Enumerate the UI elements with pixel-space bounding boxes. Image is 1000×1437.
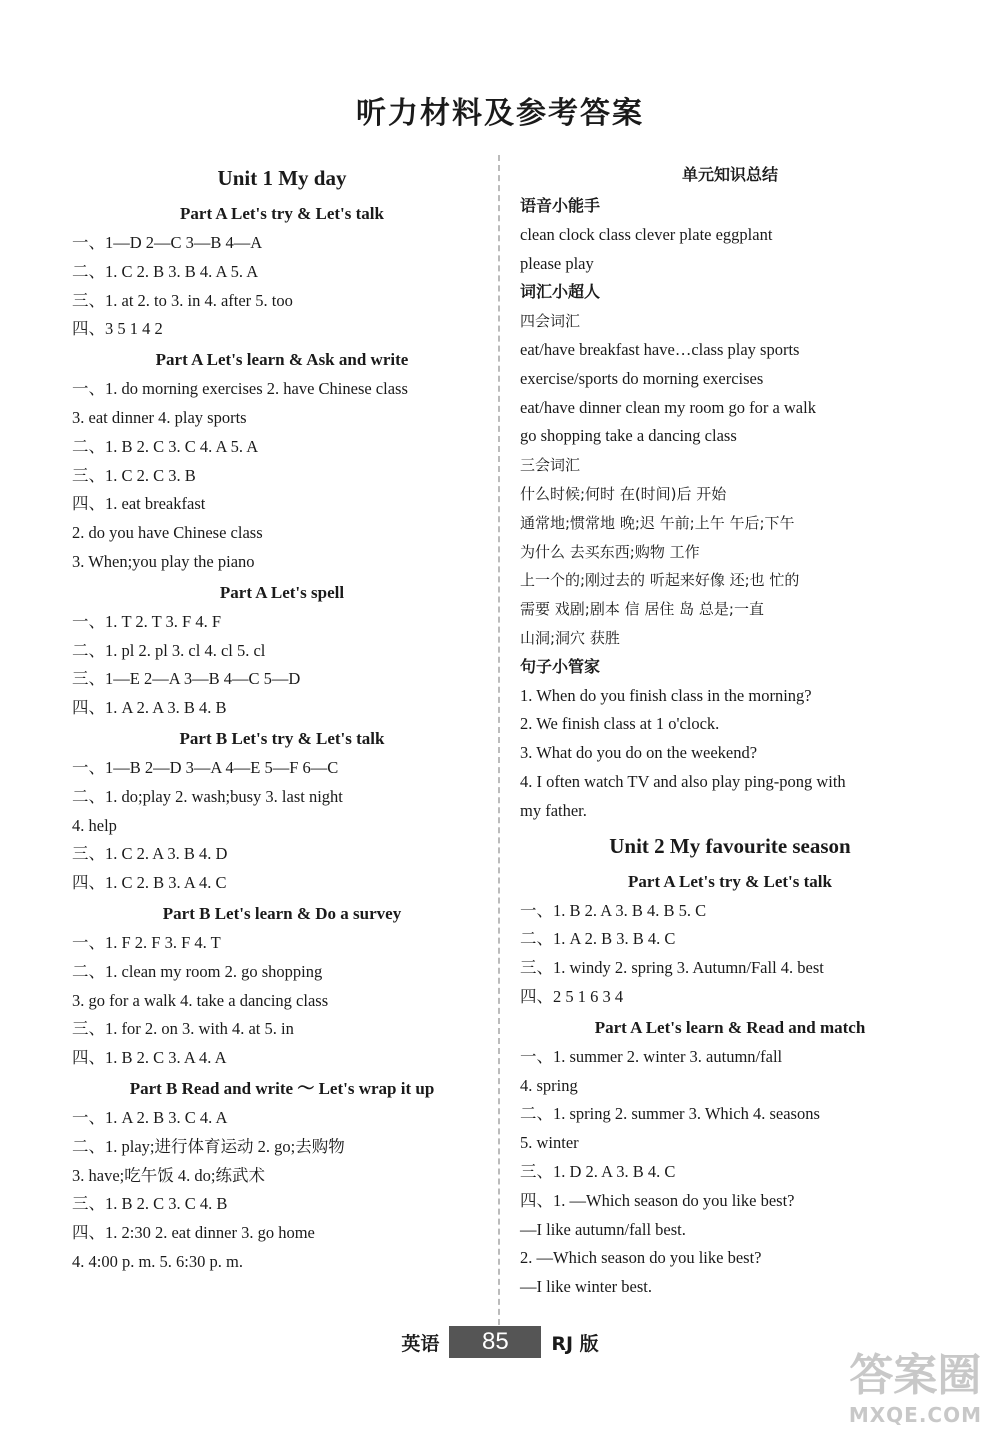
answer-line: 二、1. A 2. B 3. B 4. C [520, 929, 676, 949]
answer-line: 四、3 5 1 4 2 [72, 319, 163, 339]
page-number: 85 [449, 1326, 541, 1358]
vocab-line: 需要 戏剧;剧本 信 居住 岛 总是;一直 [520, 600, 764, 619]
answer-line: 一、1—D 2—C 3—B 4—A [72, 233, 263, 252]
section-heading: 句子小管家 [520, 656, 601, 676]
watermark-title: 答案圈 [849, 1350, 982, 1401]
answer-line: 四、1. C 2. B 3. A 4. C [72, 873, 227, 893]
part-title: Part A Let's learn & Ask and write [155, 350, 409, 370]
section-heading: 词汇小超人 [520, 282, 601, 302]
answer-line: 4. I often watch TV and also play ping-pong with [520, 771, 846, 791]
answer-line: 3. eat dinner 4. play sports [72, 407, 247, 427]
answer-line: 三、1. at 2. to 3. in 4. after 5. too [72, 290, 293, 310]
answer-line: 三、1. for 2. on 3. with 4. at 5. in [72, 1019, 294, 1039]
answer-line: 三、1. C 2. C 3. B [72, 465, 196, 485]
answer-line: 3. have;吃午饭 4. do;练武术 [72, 1165, 265, 1185]
left-column [72, 158, 492, 1277]
answer-line: 一、1. A 2. B 3. C 4. A [72, 1107, 228, 1127]
watermark-url: MXQE.COM [848, 1403, 982, 1427]
answer-line: 二、1. C 2. B 3. B 4. A 5. A [72, 261, 259, 281]
vocab-line: 为什么 去买东西;购物 工作 [520, 542, 700, 561]
answer-line: 一、1. do morning exercises 2. have Chinese class [72, 379, 408, 399]
vocab-line: 山洞;洞穴 获胜 [520, 628, 620, 647]
answer-line: my father. [520, 800, 587, 820]
answer-line: 1. When do you finish class in the morning? [520, 685, 812, 705]
summary-heading: 单元知识总结 [681, 165, 778, 184]
part-title: Part A Let's try & Let's talk [628, 871, 832, 891]
answer-line: 二、1. do;play 2. wash;busy 3. last night [72, 786, 343, 806]
answer-line: eat/have dinner clean my room go for a walk [520, 397, 816, 417]
answer-line: 三、1—E 2—A 3—B 4—C 5—D [72, 669, 301, 689]
part-title: Part A Let's learn & Read and match [594, 1017, 866, 1037]
answer-line: 四、1. B 2. C 3. A 4. A [72, 1048, 227, 1068]
answer-line: 三、1. windy 2. spring 3. Autumn/Fall 4. best [520, 958, 824, 978]
right-column [520, 158, 940, 1302]
section-heading: 语音小能手 [520, 196, 601, 215]
part-title: Part B Let's learn & Do a survey [162, 903, 402, 923]
answer-line: 四、1. —Which season do you like best? [520, 1190, 795, 1210]
vocab-line: 三会词汇 [520, 456, 581, 475]
part-title: Part A Let's spell [219, 582, 345, 602]
answer-line: go shopping take a dancing class [520, 426, 737, 446]
answer-line: 4. spring [520, 1075, 578, 1095]
watermark-logo [849, 1339, 982, 1427]
vocab-line: 上一个的;刚过去的 听起来好像 还;也 忙的 [520, 571, 800, 590]
footer-edition: RJ 版 [551, 1332, 599, 1355]
answer-line: 四、1. eat breakfast [72, 494, 206, 514]
answer-line: 一、1. T 2. T 3. F 4. F [72, 611, 221, 631]
answer-line: eat/have breakfast have…class play sports [520, 339, 800, 359]
answer-line: 三、1. D 2. A 3. B 4. C [520, 1161, 676, 1181]
answer-line: 二、1. pl 2. pl 3. cl 4. cl 5. cl [72, 640, 266, 660]
answer-line: 2. do you have Chinese class [72, 523, 263, 543]
answer-line: clean clock class clever plate eggplant [520, 224, 773, 244]
answer-line: 3. What do you do on the weekend? [520, 743, 758, 763]
answer-line: 四、1. 2:30 2. eat dinner 3. go home [72, 1223, 315, 1243]
unit-title: Unit 2 My favourite season [609, 833, 851, 858]
answer-line: 3. go for a walk 4. take a dancing class [72, 990, 329, 1010]
page-title: 听力材料及参考答案 [356, 96, 644, 131]
part-title: Part A Let's try & Let's talk [180, 204, 384, 223]
vocab-line: 什么时候;何时 在(时间)后 开始 [520, 484, 727, 503]
answer-line: 4. 4:00 p. m. 5. 6:30 p. m. [72, 1251, 243, 1271]
answer-line: 二、1. clean my room 2. go shopping [72, 961, 323, 981]
answer-line: 4. help [72, 815, 117, 835]
answer-line: 三、1. B 2. C 3. C 4. B [72, 1194, 228, 1214]
answer-line: 四、2 5 1 6 3 4 [520, 986, 624, 1006]
footer-subject: 英语 [401, 1332, 440, 1355]
answer-line: 5. winter [520, 1133, 579, 1153]
answer-line: 2. —Which season do you like best? [520, 1248, 762, 1268]
answer-line: please play [520, 253, 594, 273]
answer-line: 一、1. summer 2. winter 3. autumn/fall [520, 1046, 783, 1066]
unit-title: Unit 1 My day [217, 166, 347, 190]
answer-line: 二、1. spring 2. summer 3. Which 4. seasons [520, 1104, 820, 1124]
part-title: Part B Read and write ～ Let's wrap it up [129, 1078, 435, 1098]
answer-line: exercise/sports do morning exercises [520, 368, 764, 388]
vocab-line: 四会词汇 [520, 312, 581, 331]
column-divider [498, 155, 500, 1335]
answer-line: —I like winter best. [520, 1277, 652, 1297]
part-title: Part B Let's try & Let's talk [179, 728, 385, 748]
vocab-line: 通常地;惯常地 晚;迟 午前;上午 午后;下午 [520, 513, 795, 532]
answer-line: 一、1—B 2—D 3—A 4—E 5—F 6—C [72, 757, 339, 777]
answer-line: 二、1. B 2. C 3. C 4. A 5. A [72, 436, 259, 456]
answer-line: 2. We finish class at 1 o'clock. [520, 714, 720, 734]
answer-line: 一、1. F 2. F 3. F 4. T [72, 932, 221, 952]
answer-line: 一、1. B 2. A 3. B 4. B 5. C [520, 900, 707, 920]
answer-line: —I like autumn/fall best. [520, 1219, 686, 1239]
answer-line: 三、1. C 2. A 3. B 4. D [72, 844, 228, 864]
answer-line: 3. When;you play the piano [72, 551, 255, 571]
answer-line: 四、1. A 2. A 3. B 4. B [72, 698, 227, 718]
answer-line: 二、1. play;进行体育运动 2. go;去购物 [72, 1136, 345, 1156]
